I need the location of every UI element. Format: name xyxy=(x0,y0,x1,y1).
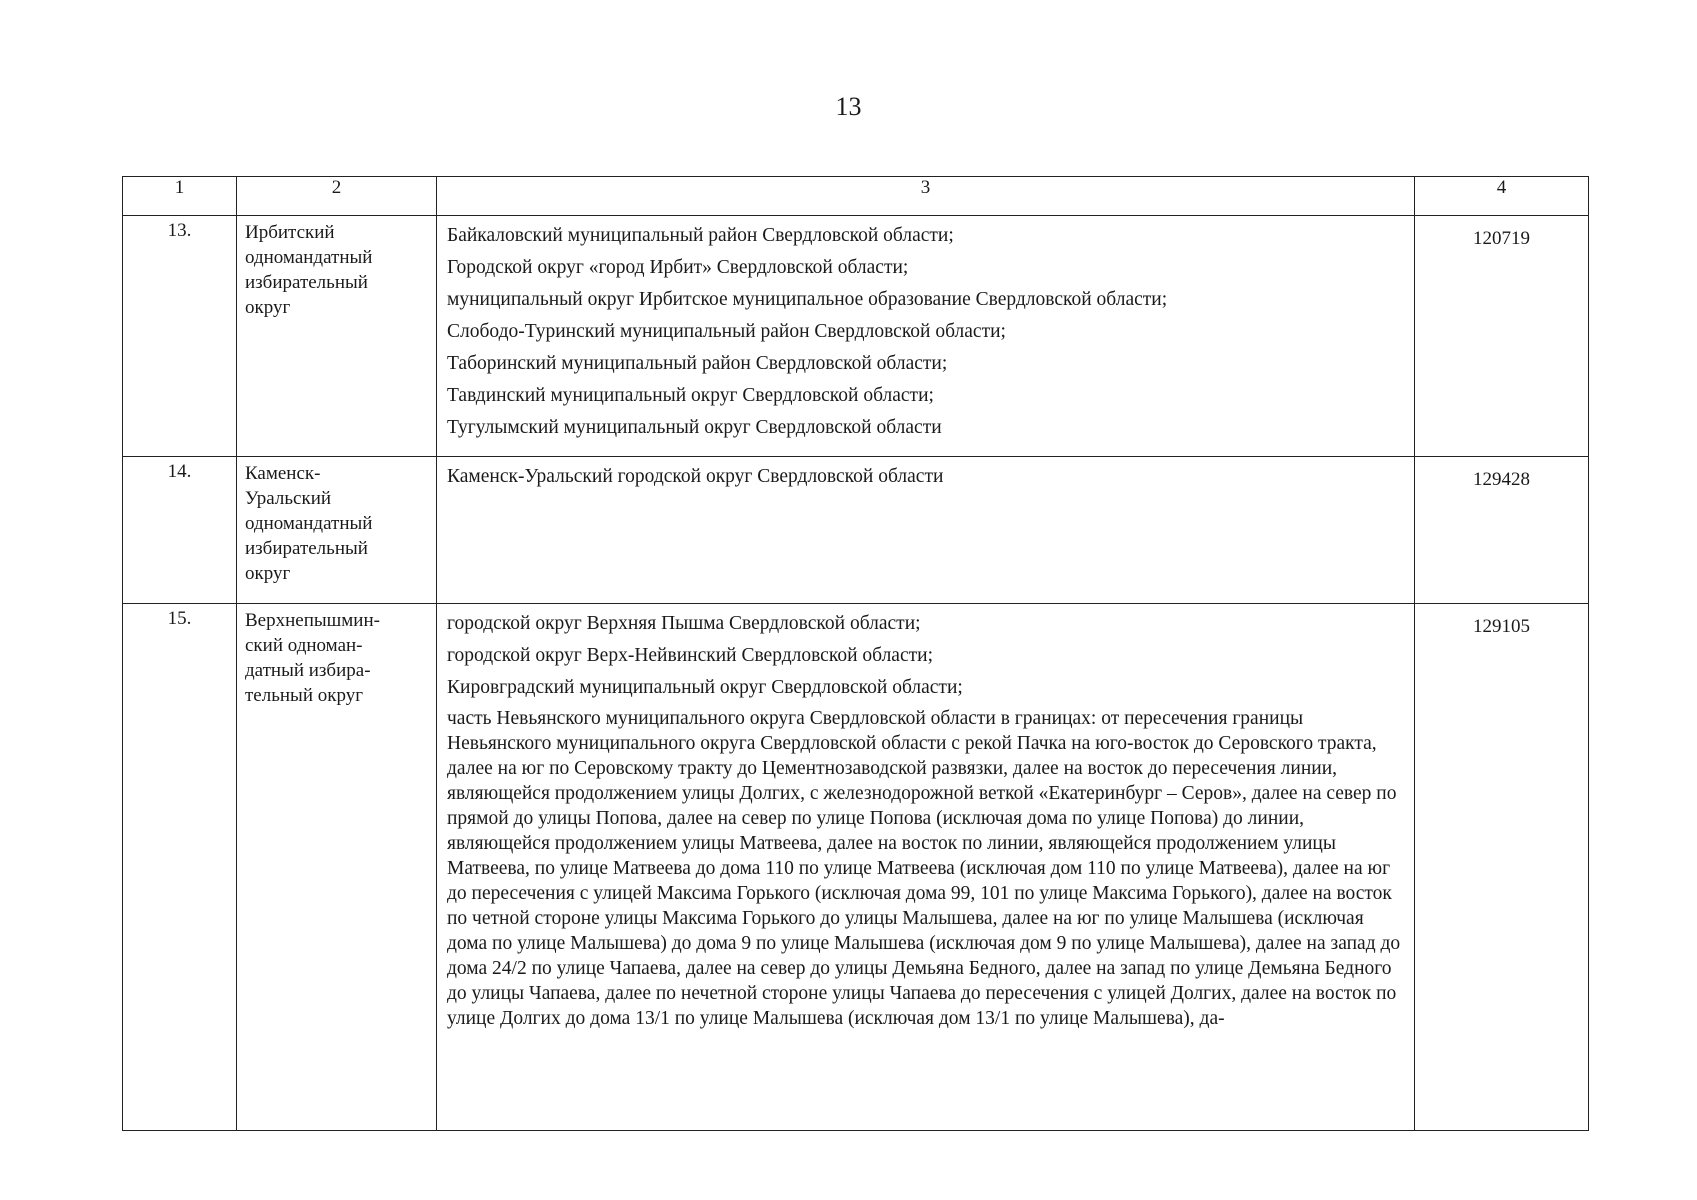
table-row xyxy=(123,604,1589,1131)
table-row xyxy=(123,457,1589,604)
voter-count: 120719 xyxy=(1415,216,1589,457)
district-territories xyxy=(437,457,1415,604)
district-name: Каменск- Уральский одномандатный избирательный округ xyxy=(237,457,437,604)
district-number: 15. xyxy=(123,604,237,1131)
territory-boundary-description: часть Невьянского муниципального округа Свердловской области в границах: от пересечения границы Невьянского муниципального округа Свердловской области с рекой Пачка на юго-восток до Серовского тракта, далее на юг по Серовскому тракту до Цементнозаводской развязки, далее на восток до пересечения линии, являющейся продолжением улицы Долгих, с железнодорожной веткой «Екатеринбург – Серов», далее на север по прямой до улицы Попова, далее на север по улице Попова (исключая дома по улице Попова) до линии, являющейся продолжением улицы Матвеева, далее на восток по линии, являющейся продолжением улицы Матвеева, по улице Матвеева до дома 110 по улице Матвеева (исключая дом 110 по улице Матвеева), далее на юг до пересечения с улицей Максима Горького (исключая дома 99, 101 по улице Максима Горького), далее на восток по четной стороне улицы Максима Горького до улицы Малышева, далее на юг по улице Малышева (исключая дома по улице Малышева) до дома 9 по улице Малышева (исключая дом 9 по улице Малышева), далее на запад до дома 24/2 по улице Чапаева, далее на север до улицы Демьяна Бедного, далее на запад по улице Демьяна Бедного до улицы Чапаева, далее по нечетной стороне улицы Чапаева до пересечения с улицей Долгих, далее на восток по улице Долгих до дома 13/1 по улице Малышева (исключая дом 13/1 по улице Малышева), да- xyxy=(447,708,1401,1029)
territory-line: Городской округ «город Ирбит» Свердловской области; xyxy=(447,257,909,278)
table-row xyxy=(123,216,1589,457)
page-number: 13 xyxy=(835,92,862,121)
column-header: 1 xyxy=(123,177,237,216)
territory-line: Каменск-Уральский городской округ Свердловской области xyxy=(447,466,944,487)
district-territories xyxy=(437,216,1415,457)
territory-line: Кировградский муниципальный округ Свердловской области; xyxy=(447,677,963,698)
district-number: 13. xyxy=(123,216,237,457)
district-territories xyxy=(437,604,1415,1131)
territory-line: Тавдинский муниципальный округ Свердловской области; xyxy=(447,385,934,406)
territory-line: Слободо-Туринский муниципальный район Свердловской области; xyxy=(447,321,1006,342)
district-name: Ирбитский одномандатный избирательный округ xyxy=(237,216,437,457)
territory-line: Таборинский муниципальный район Свердловской области; xyxy=(447,353,948,374)
column-header: 2 xyxy=(237,177,437,216)
territory-line: Тугулымский муниципальный округ Свердловской области xyxy=(447,417,942,438)
territory-line: городской округ Верхняя Пышма Свердловской области; xyxy=(447,613,921,634)
voter-count: 129105 xyxy=(1415,604,1589,1131)
territory-line: городской округ Верх-Нейвинский Свердловской области; xyxy=(447,645,933,666)
districts-table xyxy=(122,176,1589,1131)
district-name: Верхнепышмин- ский одноман- датный избира- тельный округ xyxy=(237,604,437,1131)
column-header: 4 xyxy=(1415,177,1589,216)
district-number: 14. xyxy=(123,457,237,604)
territory-line: муниципальный округ Ирбитское муниципальное образование Свердловской области; xyxy=(447,289,1168,310)
voter-count: 129428 xyxy=(1415,457,1589,604)
header-row xyxy=(123,177,1589,216)
column-header: 3 xyxy=(437,177,1415,216)
territory-line: Байкаловский муниципальный район Свердловской области; xyxy=(447,225,954,246)
